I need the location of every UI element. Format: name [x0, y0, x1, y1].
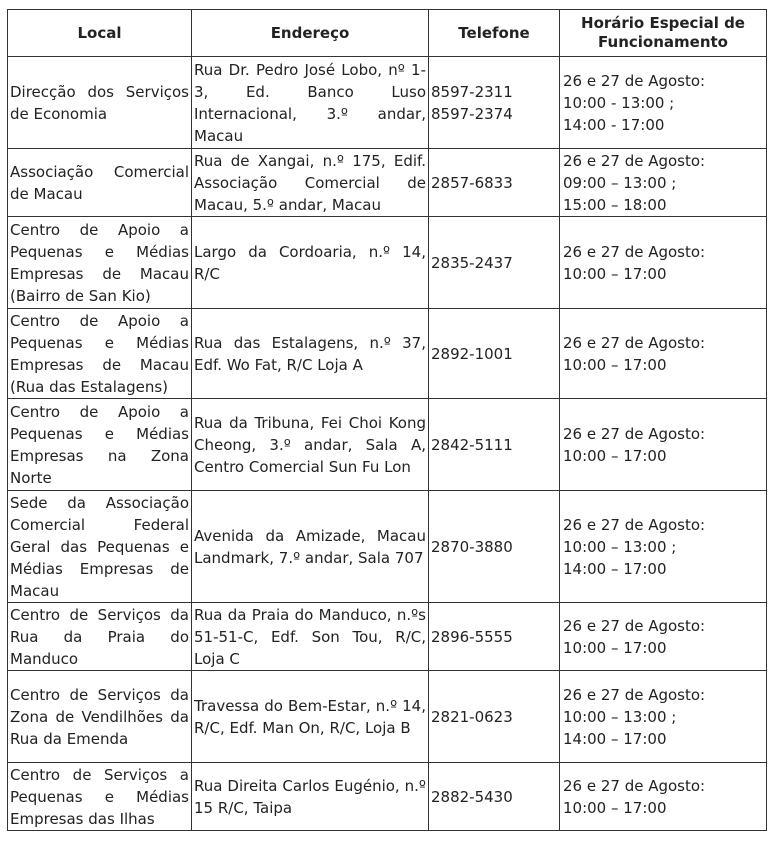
- phone-number: 2835-2437: [431, 253, 513, 272]
- cell-horario: [560, 491, 767, 603]
- cell-endereco: Rua das Estalagens, n.º 37, Edf. Wo Fat, R/C Loja A: [192, 309, 429, 399]
- table-row: [8, 217, 767, 309]
- phone-number: 2842-5111: [431, 435, 513, 454]
- cell-local: Centro de Apoio a Pequenas e Médias Empresas na Zona Norte: [8, 399, 192, 491]
- schedule-line: 10:00 – 17:00: [563, 798, 667, 817]
- cell-local: Associação Comercial de Macau: [8, 149, 192, 217]
- schedule-line: 10:00 - 13:00 ;: [563, 93, 675, 112]
- table-header-row: [8, 10, 767, 57]
- cell-horario: [560, 603, 767, 671]
- schedule-line: 10:00 – 13:00 ;: [563, 707, 677, 726]
- cell-endereco: Rua Direita Carlos Eugénio, n.º 15 R/C, Taipa: [192, 763, 429, 831]
- schedule-line: 10:00 – 17:00: [563, 355, 667, 374]
- table-row: [8, 399, 767, 491]
- schedule-line: 26 e 27 de Agosto:: [563, 424, 706, 443]
- cell-telefone: [429, 309, 560, 399]
- cell-endereco: Avenida da Amizade, Macau Landmark, 7.º andar, Sala 707: [192, 491, 429, 603]
- cell-horario: [560, 57, 767, 149]
- cell-local: Centro de Serviços da Zona de Vendilhões da Rua da Emenda: [8, 671, 192, 763]
- cell-horario: [560, 149, 767, 217]
- schedule-line: 26 e 27 de Agosto:: [563, 242, 706, 261]
- cell-endereco: Rua Dr. Pedro José Lobo, nº 1-3, Ed. Banco Luso Internacional, 3.º andar, Macau: [192, 57, 429, 149]
- cell-telefone: [429, 149, 560, 217]
- table-row: [8, 671, 767, 763]
- schedule-line: 10:00 – 17:00: [563, 446, 667, 465]
- header-telefone: Telefone: [429, 10, 560, 57]
- header-local: Local: [8, 10, 192, 57]
- schedule-line: 26 e 27 de Agosto:: [563, 333, 706, 352]
- cell-local: Centro de Serviços a Pequenas e Médias Empresas das Ilhas: [8, 763, 192, 831]
- cell-endereco: Rua de Xangai, n.º 175, Edif. Associação Comercial de Macau, 5.º andar, Macau: [192, 149, 429, 217]
- phone-number: 8597-2311: [431, 82, 513, 101]
- table-row: [8, 309, 767, 399]
- schedule-line: 26 e 27 de Agosto:: [563, 515, 706, 534]
- schedule-line: 26 e 27 de Agosto:: [563, 776, 706, 795]
- cell-telefone: [429, 399, 560, 491]
- cell-endereco: Rua da Praia do Manduco, n.ºs 51-51-C, Edf. Son Tou, R/C, Loja C: [192, 603, 429, 671]
- cell-horario: [560, 309, 767, 399]
- phone-number: 2892-1001: [431, 344, 513, 363]
- schedule-line: 26 e 27 de Agosto:: [563, 151, 706, 170]
- cell-telefone: [429, 57, 560, 149]
- cell-telefone: [429, 603, 560, 671]
- cell-telefone: [429, 763, 560, 831]
- schedule-line: 10:00 – 13:00 ;: [563, 537, 677, 556]
- schedule-line: 09:00 – 13:00 ;: [563, 173, 677, 192]
- cell-telefone: [429, 671, 560, 763]
- header-horario: Horário Especial de Funcionamento: [560, 10, 767, 57]
- cell-horario: [560, 399, 767, 491]
- phone-number: 2870-3880: [431, 537, 513, 556]
- phone-number: 2882-5430: [431, 787, 513, 806]
- cell-local: Centro de Apoio a Pequenas e Médias Empresas de Macau (Rua das Estalagens): [8, 309, 192, 399]
- cell-local: Sede da Associação Comercial Federal Geral das Pequenas e Médias Empresas de Macau: [8, 491, 192, 603]
- schedule-line: 14:00 - 17:00: [563, 115, 665, 134]
- cell-local: Centro de Apoio a Pequenas e Médias Empresas de Macau (Bairro de San Kio): [8, 217, 192, 309]
- cell-telefone: [429, 491, 560, 603]
- cell-local: Centro de Serviços da Rua da Praia do Manduco: [8, 603, 192, 671]
- table-row: [8, 763, 767, 831]
- cell-horario: [560, 671, 767, 763]
- schedule-line: 14:00 – 17:00: [563, 729, 667, 748]
- schedule-line: 10:00 – 17:00: [563, 638, 667, 657]
- schedule-line: 26 e 27 de Agosto:: [563, 71, 706, 90]
- table-row: [8, 57, 767, 149]
- schedule-line: 10:00 – 17:00: [563, 264, 667, 283]
- phone-number: 8597-2374: [431, 104, 513, 123]
- cell-endereco: Travessa do Bem-Estar, n.º 14, R/C, Edf. Man On, R/C, Loja B: [192, 671, 429, 763]
- table-row: [8, 491, 767, 603]
- cell-endereco: Rua da Tribuna, Fei Choi Kong Cheong, 3.º andar, Sala A, Centro Comercial Sun Fu Lon: [192, 399, 429, 491]
- table-row: [8, 603, 767, 671]
- table-row: [8, 149, 767, 217]
- schedule-line: 15:00 – 18:00: [563, 195, 667, 214]
- cell-telefone: [429, 217, 560, 309]
- cell-horario: [560, 217, 767, 309]
- schedule-line: 26 e 27 de Agosto:: [563, 616, 706, 635]
- table-body: [8, 57, 767, 831]
- cell-horario: [560, 763, 767, 831]
- phone-number: 2896-5555: [431, 627, 513, 646]
- phone-number: 2821-0623: [431, 707, 513, 726]
- header-endereco: Endereço: [192, 10, 429, 57]
- cell-local: Direcção dos Serviços de Economia: [8, 57, 192, 149]
- phone-number: 2857-6833: [431, 173, 513, 192]
- cell-endereco: Largo da Cordoaria, n.º 14, R/C: [192, 217, 429, 309]
- schedule-line: 14:00 – 17:00: [563, 559, 667, 578]
- service-locations-table: [7, 9, 767, 831]
- schedule-line: 26 e 27 de Agosto:: [563, 685, 706, 704]
